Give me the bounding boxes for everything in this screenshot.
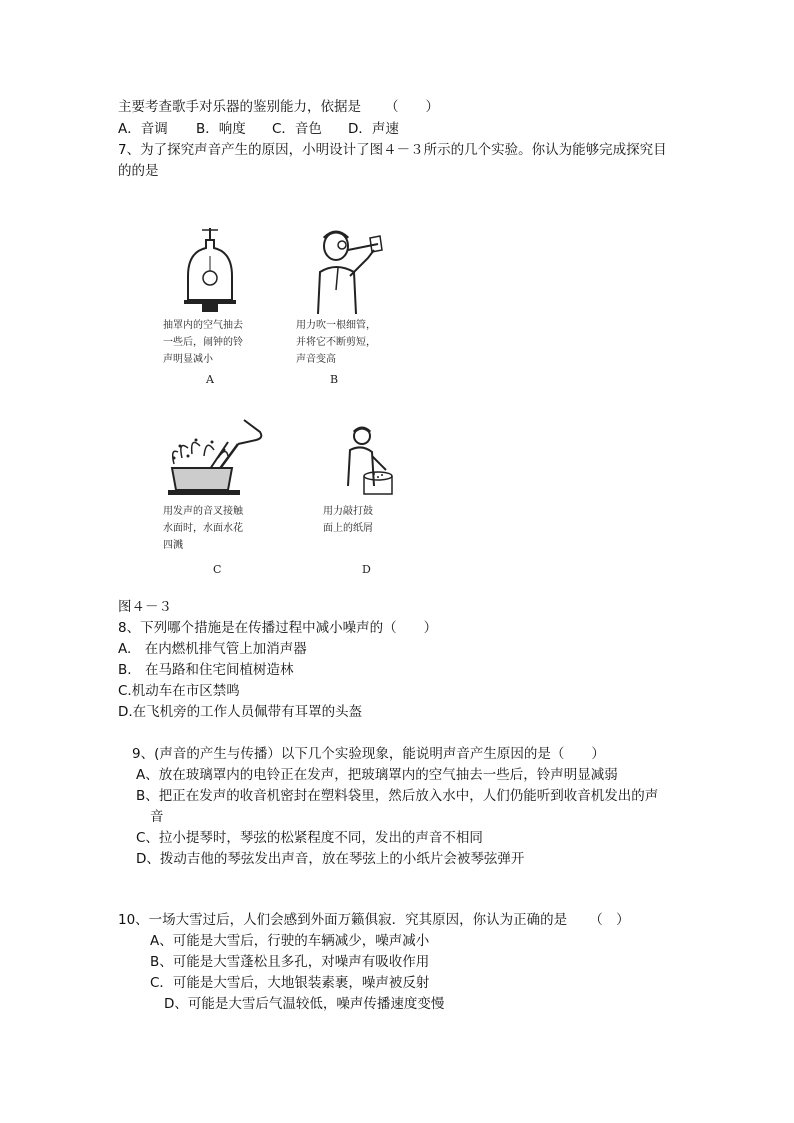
- tuning-fork-water-illustration: [168, 418, 270, 496]
- q9-option-d: D、拨动吉他的琴弦发出声音，放在琴弦上的小纸片会被琴弦弹开: [136, 851, 525, 867]
- bell-jar-illustration: [180, 226, 240, 314]
- panel-c-caption-line: 水面时，水面水花: [163, 523, 243, 534]
- panel-b-caption: [296, 317, 376, 368]
- q9-stem: 9、(声音的产生与传播）以下几个实验现象，能说明声音产生原因的是（ ）: [132, 746, 605, 762]
- panel-b-caption-line: 声音变高: [296, 354, 336, 365]
- q7-stem-line1: 7、为了探究声音产生的原因，小明设计了图４－３所示的几个实验。你认为能够完成探究目: [118, 142, 667, 158]
- q9-option-b-line1: B、把正在发声的收音机密封在塑料袋里，然后放入水中，人们仍能听到收音机发出的声: [136, 788, 659, 804]
- figure-label: 图４－３: [118, 599, 172, 615]
- q10-stem-line: [118, 911, 630, 929]
- q6-answer-paren: （ ）: [385, 99, 439, 115]
- q9-option-c: C、拉小提琴时，琴弦的松紧程度不同，发出的声音不相同: [136, 830, 483, 846]
- q6-stem: 主要考查歌手对乐器的鉴别能力，依据是: [118, 99, 361, 115]
- q6-stem-line: [118, 98, 439, 116]
- panel-b-caption-line: 并将它不断剪短，: [296, 337, 376, 348]
- panel-c-letter: C: [213, 563, 222, 576]
- panel-b-letter: B: [330, 373, 339, 386]
- panel-a-caption-line: 一些后，闹钟的铃: [163, 337, 243, 348]
- panel-d-caption-line: 面上的纸屑: [323, 523, 373, 534]
- q8-option-b: B. 在马路和住宅间植树造林: [118, 662, 294, 678]
- q6-option-c: C．音色: [272, 121, 322, 137]
- panel-d-caption-line: 用力敲打鼓: [323, 506, 373, 517]
- panel-a-caption-line: 抽罩内的空气抽去: [163, 320, 243, 331]
- person-drum-illustration: [338, 426, 394, 498]
- q10-option-c: C．可能是大雪后，大地银装素裹，噪声被反射: [150, 975, 430, 991]
- q8-stem: 8、下列哪个措施是在传播过程中减小噪声的（ ）: [118, 620, 438, 636]
- q9-option-a: A、放在玻璃罩内的电铃正在发声，把玻璃罩内的空气抽去一些后，铃声明显减弱: [136, 767, 618, 783]
- q10-option-b: B、可能是大雪蓬松且多孔，对噪声有吸收作用: [150, 954, 430, 970]
- panel-c-caption-line: 用发声的音叉接触: [163, 506, 243, 517]
- panel-a-caption: [163, 317, 243, 368]
- q10-option-d: D、可能是大雪后气温较低，噪声传播速度变慢: [164, 996, 445, 1012]
- panel-d-caption: [323, 503, 373, 537]
- person-blowing-tube-illustration: [308, 228, 388, 314]
- panel-c-caption-line: 四溅: [163, 540, 183, 551]
- panel-b-caption-line: 用力吹一根细管，: [296, 320, 376, 331]
- q6-options: [118, 120, 399, 138]
- q7-stem-line2: 的的是: [118, 163, 159, 179]
- panel-a-caption-line: 声明显减小: [163, 354, 213, 365]
- q8-option-d: D.在飞机旁的工作人员佩带有耳罩的头盔: [118, 704, 363, 720]
- q6-option-b: B．响度: [196, 121, 246, 137]
- q8-option-c: C.机动车在市区禁鸣: [118, 683, 240, 699]
- q10-option-a: A、可能是大雪后，行驶的车辆减少，噪声减小: [150, 933, 430, 949]
- panel-c-caption: [163, 503, 243, 554]
- q8-option-a: A. 在内燃机排气管上加消声器: [118, 641, 307, 657]
- q6-option-d: D．声速: [348, 121, 399, 137]
- panel-a-letter: A: [206, 373, 214, 386]
- q10-stem: 10、一场大雪过后，人们会感到外面万籁俱寂．究其原因，你认为正确的是: [118, 912, 568, 928]
- q10-answer-paren: （ ）: [589, 912, 630, 928]
- panel-d-letter: D: [362, 563, 371, 576]
- q6-option-a: A．音调: [118, 121, 168, 137]
- q9-option-b-line2: 音: [150, 809, 164, 825]
